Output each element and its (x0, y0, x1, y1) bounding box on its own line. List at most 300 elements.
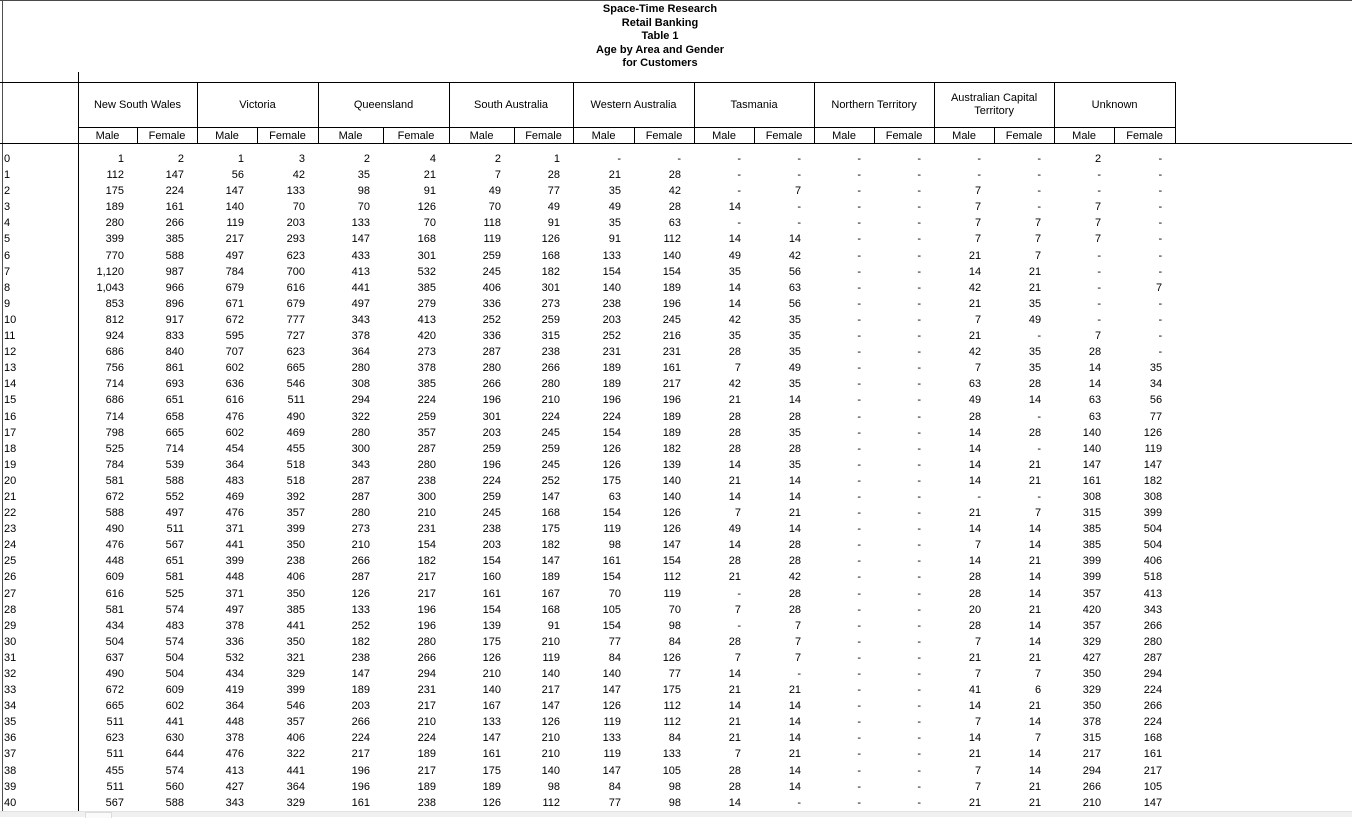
value-cell: 35 (788, 378, 802, 391)
value-cell: - (917, 587, 922, 600)
value-cell: 119 (1144, 442, 1163, 455)
value-cell: - (1037, 185, 1042, 198)
value-cell: 28 (1088, 346, 1102, 359)
header-rule-extension (1175, 143, 1352, 144)
value-cell: 301 (541, 281, 561, 294)
value-cell: 217 (662, 378, 682, 391)
age-cell: 36 (0, 730, 78, 746)
value-cell: 350 (286, 539, 306, 552)
value-cell: 42 (728, 378, 742, 391)
value-cell: 35 (357, 169, 371, 182)
value-cell: 175 (541, 523, 561, 536)
value-cell: 21 (1028, 265, 1042, 278)
value-cell: - (857, 394, 862, 407)
area-header-cell: Western Australia (573, 83, 694, 128)
value-cell: 532 (225, 651, 244, 664)
value-cell: 637 (105, 651, 124, 664)
value-cell: 133 (351, 603, 371, 616)
value-cell: 14 (788, 523, 802, 536)
value-cell: 119 (663, 587, 682, 600)
value-cell: 28 (1028, 426, 1042, 439)
table-row (0, 505, 1175, 521)
value-cell: 133 (602, 732, 622, 745)
age-cell: 12 (0, 344, 78, 360)
value-cell: 154 (602, 426, 622, 439)
gender-header-cell: Male (694, 128, 754, 144)
area-header-cell: Unknown (1054, 83, 1175, 128)
value-cell: 497 (225, 603, 244, 616)
value-cell: 49 (547, 201, 561, 214)
value-cell: 140 (225, 201, 244, 214)
age-cell: 6 (0, 248, 78, 264)
value-cell: 133 (351, 217, 371, 230)
value-cell: 189 (541, 571, 561, 584)
value-cell: 7 (1034, 668, 1042, 680)
value-cell: 707 (225, 346, 244, 359)
age-cell: 27 (0, 586, 78, 602)
value-cell: 455 (286, 442, 306, 455)
value-cell: 238 (286, 555, 306, 568)
value-cell: 28 (968, 619, 982, 632)
value-cell: - (917, 603, 922, 616)
title-line-dimensions: Age by Area and Gender (596, 43, 724, 56)
value-cell: - (857, 796, 862, 809)
value-cell: - (917, 539, 922, 552)
age-cell: 37 (0, 746, 78, 762)
value-cell: 321 (286, 651, 306, 664)
value-cell: 784 (105, 458, 124, 471)
value-cell: - (857, 603, 862, 616)
value-cell: - (857, 571, 862, 584)
value-cell: 70 (668, 603, 682, 616)
value-cell: 7 (1034, 249, 1042, 262)
value-cell: 441 (225, 539, 244, 552)
value-cell: 196 (662, 394, 682, 407)
value-cell: 714 (105, 410, 124, 423)
value-cell: - (1097, 297, 1102, 310)
value-cell: 266 (351, 555, 371, 568)
value-cell: 273 (417, 346, 437, 359)
value-cell: 966 (165, 281, 184, 294)
age-cell: 17 (0, 425, 78, 441)
value-cell: 7 (1034, 507, 1042, 520)
value-cell: 252 (602, 330, 622, 343)
age-cell: 31 (0, 650, 78, 666)
value-cell: 1 (237, 153, 244, 165)
title-line-subject: Retail Banking (621, 16, 699, 29)
value-cell: 224 (1143, 684, 1163, 697)
value-cell: 21 (728, 732, 742, 745)
value-cell: 28 (788, 539, 802, 552)
value-cell: 259 (482, 442, 502, 455)
value-cell: 406 (286, 732, 306, 745)
value-cell: 35 (728, 330, 742, 343)
value-cell: 1 (117, 153, 124, 165)
value-cell: 280 (351, 507, 371, 520)
value-cell: 147 (602, 764, 622, 777)
value-cell: - (857, 281, 862, 294)
age-cell: 5 (0, 231, 78, 247)
value-cell: 189 (602, 362, 622, 375)
value-cell: 357 (286, 716, 306, 729)
value-cell: 42 (968, 346, 982, 359)
value-cell: 294 (417, 668, 437, 680)
value-cell: 91 (608, 233, 622, 246)
value-cell: 602 (165, 700, 184, 713)
value-cell: 399 (105, 233, 124, 246)
value-cell: 35 (1028, 362, 1042, 375)
value-cell: 280 (351, 426, 371, 439)
value-cell: 419 (225, 684, 244, 697)
value-cell: - (797, 796, 802, 809)
value-cell: 49 (608, 201, 622, 214)
value-cell: 518 (286, 474, 306, 487)
value-cell: 147 (1082, 458, 1102, 471)
table-row (0, 746, 1175, 762)
value-cell: 14 (788, 233, 802, 246)
value-cell: 203 (482, 539, 502, 552)
age-cell: 23 (0, 521, 78, 537)
value-cell: 2 (494, 153, 502, 165)
value-cell: 238 (417, 796, 437, 809)
value-cell: 112 (106, 169, 124, 182)
value-cell: - (1097, 249, 1102, 262)
value-cell: 917 (165, 313, 184, 326)
value-cell: 343 (351, 313, 371, 326)
value-cell: 147 (1143, 796, 1163, 809)
value-cell: 161 (482, 748, 502, 761)
value-cell: 322 (286, 748, 306, 761)
value-cell: 21 (728, 571, 742, 584)
horizontal-scrollbar[interactable] (0, 811, 1352, 817)
value-cell: 56 (231, 169, 244, 182)
age-cell: 21 (0, 489, 78, 505)
value-cell: - (1158, 330, 1163, 343)
value-cell: - (857, 555, 862, 568)
value-cell: 413 (417, 313, 437, 326)
value-cell: 14 (1028, 523, 1042, 536)
value-cell: 126 (351, 587, 371, 600)
scrollbar-thumb[interactable] (85, 812, 112, 818)
value-cell: 196 (417, 619, 437, 632)
value-cell: 168 (541, 507, 561, 520)
value-cell: 273 (541, 297, 561, 310)
value-cell: 245 (541, 426, 561, 439)
value-cell: - (917, 265, 922, 278)
value-cell: 147 (225, 185, 244, 198)
value-cell: 7 (734, 507, 742, 520)
value-cell: 112 (542, 796, 561, 809)
value-cell: 140 (482, 684, 502, 697)
value-cell: - (857, 442, 862, 455)
value-cell: 511 (287, 394, 306, 407)
value-cell: 7 (734, 748, 742, 761)
value-cell: 42 (788, 249, 802, 262)
value-cell: 196 (351, 764, 371, 777)
age-cell: 35 (0, 714, 78, 730)
value-cell: 448 (225, 716, 244, 729)
value-cell: 287 (1143, 651, 1163, 664)
value-cell: 441 (286, 619, 306, 632)
value-cell: 28 (968, 587, 982, 600)
value-cell: 154 (662, 555, 682, 568)
value-cell: 434 (105, 619, 124, 632)
value-cell: 182 (1143, 474, 1163, 487)
value-cell: 35 (788, 313, 802, 326)
value-cell: 14 (728, 233, 742, 246)
value-cell: 14 (1028, 539, 1042, 552)
value-cell: - (917, 378, 922, 391)
value-cell: 357 (286, 507, 306, 520)
value-cell: 210 (417, 507, 437, 520)
value-cell: - (1158, 297, 1163, 310)
age-cell: 11 (0, 328, 78, 344)
value-cell: 189 (662, 410, 682, 423)
value-cell: 300 (417, 490, 437, 503)
value-cell: 588 (105, 507, 124, 520)
area-header-cell: South Australia (449, 83, 573, 128)
value-cell: - (857, 169, 862, 182)
value-cell: 189 (417, 780, 437, 793)
value-cell: 574 (165, 603, 184, 616)
value-cell: - (737, 169, 742, 182)
value-cell: 623 (286, 249, 306, 262)
value-cell: 238 (602, 297, 622, 310)
value-cell: 154 (482, 555, 502, 568)
table-row (0, 167, 1175, 183)
value-cell: 224 (417, 732, 437, 745)
value-cell: 161 (482, 587, 502, 600)
value-cell: 329 (286, 668, 306, 680)
value-cell: - (977, 169, 982, 182)
value-cell: 7 (974, 201, 982, 214)
value-cell: 476 (225, 410, 244, 423)
value-cell: 385 (417, 378, 437, 391)
value-cell: 14 (728, 700, 742, 713)
value-cell: - (857, 378, 862, 391)
value-cell: 14 (1028, 748, 1042, 761)
value-cell: 784 (225, 265, 244, 278)
value-cell: 385 (165, 233, 184, 246)
value-cell: 497 (225, 249, 244, 262)
table-row (0, 296, 1175, 312)
table-row (0, 763, 1175, 779)
value-cell: 399 (1082, 571, 1102, 584)
gender-header-row (0, 128, 1175, 144)
value-cell: 91 (423, 185, 437, 198)
value-cell: 308 (1143, 490, 1163, 503)
value-cell: - (1097, 313, 1102, 326)
value-cell: 427 (225, 780, 244, 793)
value-cell: 7 (794, 619, 802, 632)
value-cell: 7 (794, 651, 802, 664)
value-cell: - (917, 780, 922, 793)
value-cell: 189 (105, 201, 124, 214)
area-header-row (0, 83, 1175, 128)
age-cell: 13 (0, 360, 78, 376)
value-cell: 252 (541, 474, 561, 487)
value-cell: - (857, 201, 862, 214)
age-cell: 30 (0, 634, 78, 650)
value-cell: 924 (105, 330, 124, 343)
value-cell: 49 (728, 523, 742, 536)
value-cell: 497 (351, 297, 371, 310)
value-cell: 42 (968, 281, 982, 294)
value-cell: 140 (662, 490, 682, 503)
value-cell: 581 (105, 603, 124, 616)
value-cell: 14 (1028, 394, 1042, 407)
value-cell: 217 (1082, 748, 1102, 761)
value-cell: - (917, 474, 922, 487)
table-row (0, 521, 1175, 537)
value-cell: - (1097, 265, 1102, 278)
value-cell: 14 (968, 523, 982, 536)
value-cell: - (917, 651, 922, 664)
value-cell: 1,120 (96, 265, 124, 278)
value-cell: - (917, 507, 922, 520)
value-cell: 252 (351, 619, 371, 632)
age-cell: 33 (0, 682, 78, 698)
value-cell: 497 (165, 507, 184, 520)
table-row (0, 441, 1175, 457)
value-cell: 203 (286, 217, 306, 230)
value-cell: 413 (1143, 587, 1163, 600)
value-cell: 378 (417, 362, 437, 375)
value-cell: - (857, 700, 862, 713)
value-cell: - (917, 490, 922, 503)
value-cell: 329 (1082, 684, 1102, 697)
value-cell: 266 (1143, 700, 1163, 713)
value-cell: 413 (351, 265, 371, 278)
value-cell: 140 (541, 668, 561, 680)
value-cell: 35 (608, 185, 622, 198)
table-row (0, 425, 1175, 441)
value-cell: 21 (968, 297, 982, 310)
value-cell: 3 (298, 153, 306, 165)
value-cell: 21 (968, 330, 982, 343)
value-cell: 483 (225, 474, 244, 487)
value-cell: 238 (417, 474, 437, 487)
value-cell: 126 (662, 651, 682, 664)
value-cell: - (917, 716, 922, 729)
value-cell: 7 (1094, 217, 1102, 230)
value-cell: 210 (541, 635, 561, 648)
value-cell: 644 (165, 748, 184, 761)
value-cell: 7 (974, 539, 982, 552)
value-cell: - (917, 555, 922, 568)
value-cell: 77 (547, 185, 561, 198)
value-cell: 392 (286, 490, 306, 503)
value-cell: 280 (482, 362, 502, 375)
value-cell: 147 (351, 668, 371, 680)
value-cell: 21 (1028, 796, 1042, 809)
value-cell: 140 (662, 249, 682, 262)
value-cell: 357 (1082, 587, 1102, 600)
value-cell: 378 (225, 732, 244, 745)
value-cell: 14 (788, 394, 802, 407)
value-cell: - (917, 523, 922, 536)
area-header-cell: Australian Capital Territory (934, 83, 1054, 128)
value-cell: 28 (668, 201, 682, 214)
value-cell: 490 (105, 668, 124, 680)
value-cell: 7 (1094, 233, 1102, 246)
value-cell: 504 (165, 668, 184, 680)
age-cell: 32 (0, 666, 78, 682)
value-cell: 168 (417, 233, 437, 246)
value-cell: 364 (286, 780, 306, 793)
table-row (0, 666, 1175, 682)
value-cell: 539 (165, 458, 184, 471)
table-row (0, 730, 1175, 746)
value-cell: 28 (728, 780, 742, 793)
value-cell: 455 (105, 764, 124, 777)
value-cell: 105 (662, 764, 682, 777)
value-cell: 63 (788, 281, 802, 294)
value-cell: 119 (603, 716, 622, 729)
gender-header-cell: Male (573, 128, 634, 144)
value-cell: 833 (165, 330, 184, 343)
age-cell: 34 (0, 698, 78, 714)
value-cell: 126 (417, 201, 437, 214)
value-cell: 245 (482, 265, 502, 278)
table-row (0, 569, 1175, 585)
value-cell: 6 (1034, 684, 1042, 697)
value-cell: - (917, 442, 922, 455)
value-cell: 2 (363, 153, 371, 165)
area-header-cell: Victoria (197, 83, 318, 128)
age-cell: 10 (0, 312, 78, 328)
value-cell: 14 (1028, 716, 1042, 729)
value-cell: 14 (968, 265, 982, 278)
value-cell: 119 (226, 217, 244, 230)
value-cell: 42 (788, 571, 802, 584)
value-cell: 896 (165, 297, 184, 310)
value-cell: 140 (602, 668, 622, 680)
value-cell: 98 (668, 780, 682, 793)
value-cell: 987 (165, 265, 184, 278)
value-cell: 189 (602, 378, 622, 391)
table-row (0, 537, 1175, 553)
value-cell: 139 (482, 619, 502, 632)
value-cell: 280 (541, 378, 561, 391)
value-cell: 476 (225, 507, 244, 520)
value-cell: 217 (417, 571, 437, 584)
area-header-cell: New South Wales (78, 83, 197, 128)
value-cell: 399 (286, 523, 306, 536)
value-cell: 231 (602, 346, 622, 359)
value-cell: 28 (728, 346, 742, 359)
age-cell: 8 (0, 280, 78, 296)
value-cell: 574 (165, 635, 184, 648)
value-cell: 266 (351, 716, 371, 729)
value-cell: 112 (663, 233, 682, 246)
value-cell: - (857, 297, 862, 310)
value-cell: 433 (351, 249, 371, 262)
table-header (0, 83, 1175, 144)
value-cell: 406 (1143, 555, 1163, 568)
value-cell: 154 (602, 507, 622, 520)
value-cell: 427 (1082, 651, 1102, 664)
value-cell: - (917, 764, 922, 777)
value-cell: 56 (788, 297, 802, 310)
value-cell: 293 (286, 233, 306, 246)
value-cell: - (677, 153, 682, 165)
value-cell: 812 (105, 313, 124, 326)
value-cell: 133 (602, 249, 622, 262)
value-cell: - (917, 394, 922, 407)
value-cell: 49 (968, 394, 982, 407)
value-cell: 14 (968, 426, 982, 439)
